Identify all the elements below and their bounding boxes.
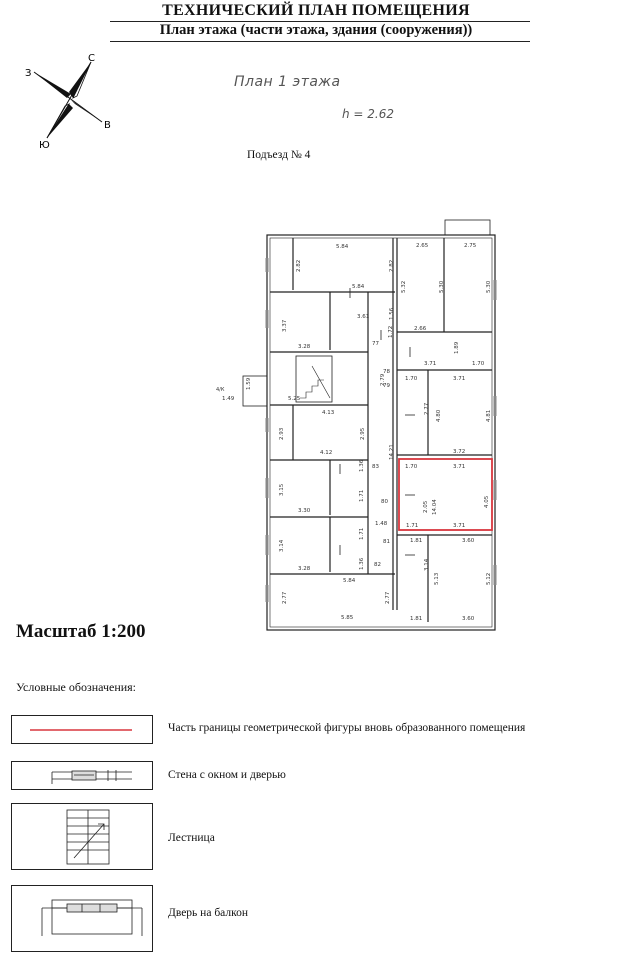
legend-title: Условные обозначения: — [16, 680, 137, 694]
dim-label: 3.72 — [453, 449, 466, 455]
compass-north: С — [88, 53, 95, 64]
dim-label: 3.28 — [298, 566, 311, 572]
legend-symbol-balcony — [11, 885, 153, 952]
dim-label: 3.37 — [282, 319, 288, 332]
dim-label: 1.81 — [410, 616, 423, 622]
dim-label: 4.12 — [320, 450, 333, 456]
legend-label-wall: Стена с окном и дверью — [168, 769, 286, 781]
dim-label: 5.12 — [486, 572, 492, 585]
dim-label: 1.71 — [359, 489, 365, 502]
dim-label: 4.13 — [322, 410, 335, 416]
dim-label: 3.61 — [357, 314, 370, 320]
dim-label: 1.70 — [405, 376, 418, 382]
dim-label: 1.72 — [388, 325, 394, 338]
dim-label: 4.81 — [486, 409, 492, 422]
dim-label: 1.89 — [454, 341, 460, 354]
dim-label: 2.79 — [380, 373, 386, 386]
dim-label: 4.05 — [484, 495, 490, 508]
dim-label: 5.30 — [439, 280, 445, 293]
document-subtitle: План этажа (части этажа, здания (сооружения)) — [159, 22, 473, 38]
dim-label: 5.84 — [343, 578, 356, 584]
legend-symbol-wall — [11, 761, 153, 790]
compass-east: В — [104, 120, 111, 131]
dim-label: 83 — [372, 464, 379, 470]
dim-label: 1.71 — [406, 523, 419, 529]
dim-label: 1.56 — [389, 307, 395, 320]
dim-label: 77 — [372, 341, 379, 347]
scale-label: Масштаб 1:200 — [16, 621, 146, 642]
wall-window-door-icon — [12, 762, 152, 789]
dim-label: 2.82 — [389, 259, 395, 272]
dim-label: 1.36 — [359, 459, 365, 472]
dim-label: 1.36 — [359, 557, 365, 570]
legend-symbol-stairs — [11, 803, 153, 870]
dim-label: 2.65 — [416, 243, 429, 249]
document-header — [0, 0, 632, 44]
dim-label: 1.59 — [246, 377, 252, 390]
dim-label: 3.30 — [298, 508, 311, 514]
dim-label: 79 — [383, 383, 390, 389]
boundary-line-icon — [12, 716, 152, 743]
compass-west: З — [25, 68, 32, 79]
compass-south: Ю — [39, 140, 50, 151]
entrance-code: 4/К — [216, 387, 225, 393]
dim-label: 1.70 — [472, 361, 485, 367]
dim-label: 3.14 — [279, 539, 285, 552]
dim-label: 3.71 — [453, 464, 466, 470]
legend-label-boundary: Часть границы геометрической фигуры вновь образованного помещения — [168, 722, 526, 734]
compass-rose — [22, 52, 112, 152]
plan-title: План 1 этажа — [234, 74, 341, 90]
dim-label: 3.60 — [462, 616, 475, 622]
dim-label: 1.48 — [375, 521, 388, 527]
dim-label: 2.82 — [296, 259, 302, 272]
legend-label-stairs: Лестница — [168, 832, 215, 844]
dim-label: 2.77 — [282, 591, 288, 604]
dim-label: 5.13 — [434, 572, 440, 585]
legend-symbol-boundary — [11, 715, 153, 744]
balcony-door-icon — [12, 886, 152, 951]
dim-label: 3.71 — [453, 523, 466, 529]
dim-label: 2.66 — [414, 326, 427, 332]
dim-label: 5.32 — [401, 280, 407, 293]
dim-label: 2.77 — [424, 402, 430, 415]
dim-label: 3.28 — [298, 344, 311, 350]
entrance-label: Подъезд № 4 — [247, 149, 311, 161]
dim-label: 3.15 — [279, 483, 285, 496]
dim-label: 78 — [383, 369, 390, 375]
dim-label: 4.80 — [436, 409, 442, 422]
dim-label: 2.93 — [279, 427, 285, 440]
dim-label: 1.49 — [222, 396, 235, 402]
dim-label: 3.60 — [462, 538, 475, 544]
dim-label: 3.14 — [424, 558, 430, 571]
dim-label: 2.05 — [423, 500, 429, 513]
dim-label: 3.71 — [424, 361, 437, 367]
dim-label: 14.04 — [432, 499, 438, 515]
dim-label: 2.77 — [385, 591, 391, 604]
dim-label: 14.21 — [389, 444, 395, 460]
dim-label: 5.84 — [352, 284, 365, 290]
dim-label: 5.30 — [486, 280, 492, 293]
dim-label: 82 — [374, 562, 381, 568]
dim-label: 1.70 — [405, 464, 418, 470]
dim-label: 3.71 — [453, 376, 466, 382]
dim-label: 2.75 — [464, 243, 477, 249]
dim-label: 1.71 — [359, 527, 365, 540]
dim-label: 2.95 — [360, 427, 366, 440]
floor-plan — [200, 210, 520, 640]
legend-label-balcony: Дверь на балкон — [168, 907, 249, 919]
dim-label: 5.25 — [288, 396, 301, 402]
document-title: ТЕХНИЧЕСКИЙ ПЛАН ПОМЕЩЕНИЯ — [162, 2, 470, 19]
header-divider-bottom — [110, 41, 530, 42]
dim-label: 5.85 — [341, 615, 354, 621]
dim-label: 5.84 — [336, 244, 349, 250]
stairs-icon — [12, 804, 152, 869]
dim-label: 81 — [383, 539, 390, 545]
dim-label: 1.81 — [410, 538, 423, 544]
dim-label: 80 — [381, 499, 388, 505]
plan-height: h = 2.62 — [342, 107, 395, 121]
